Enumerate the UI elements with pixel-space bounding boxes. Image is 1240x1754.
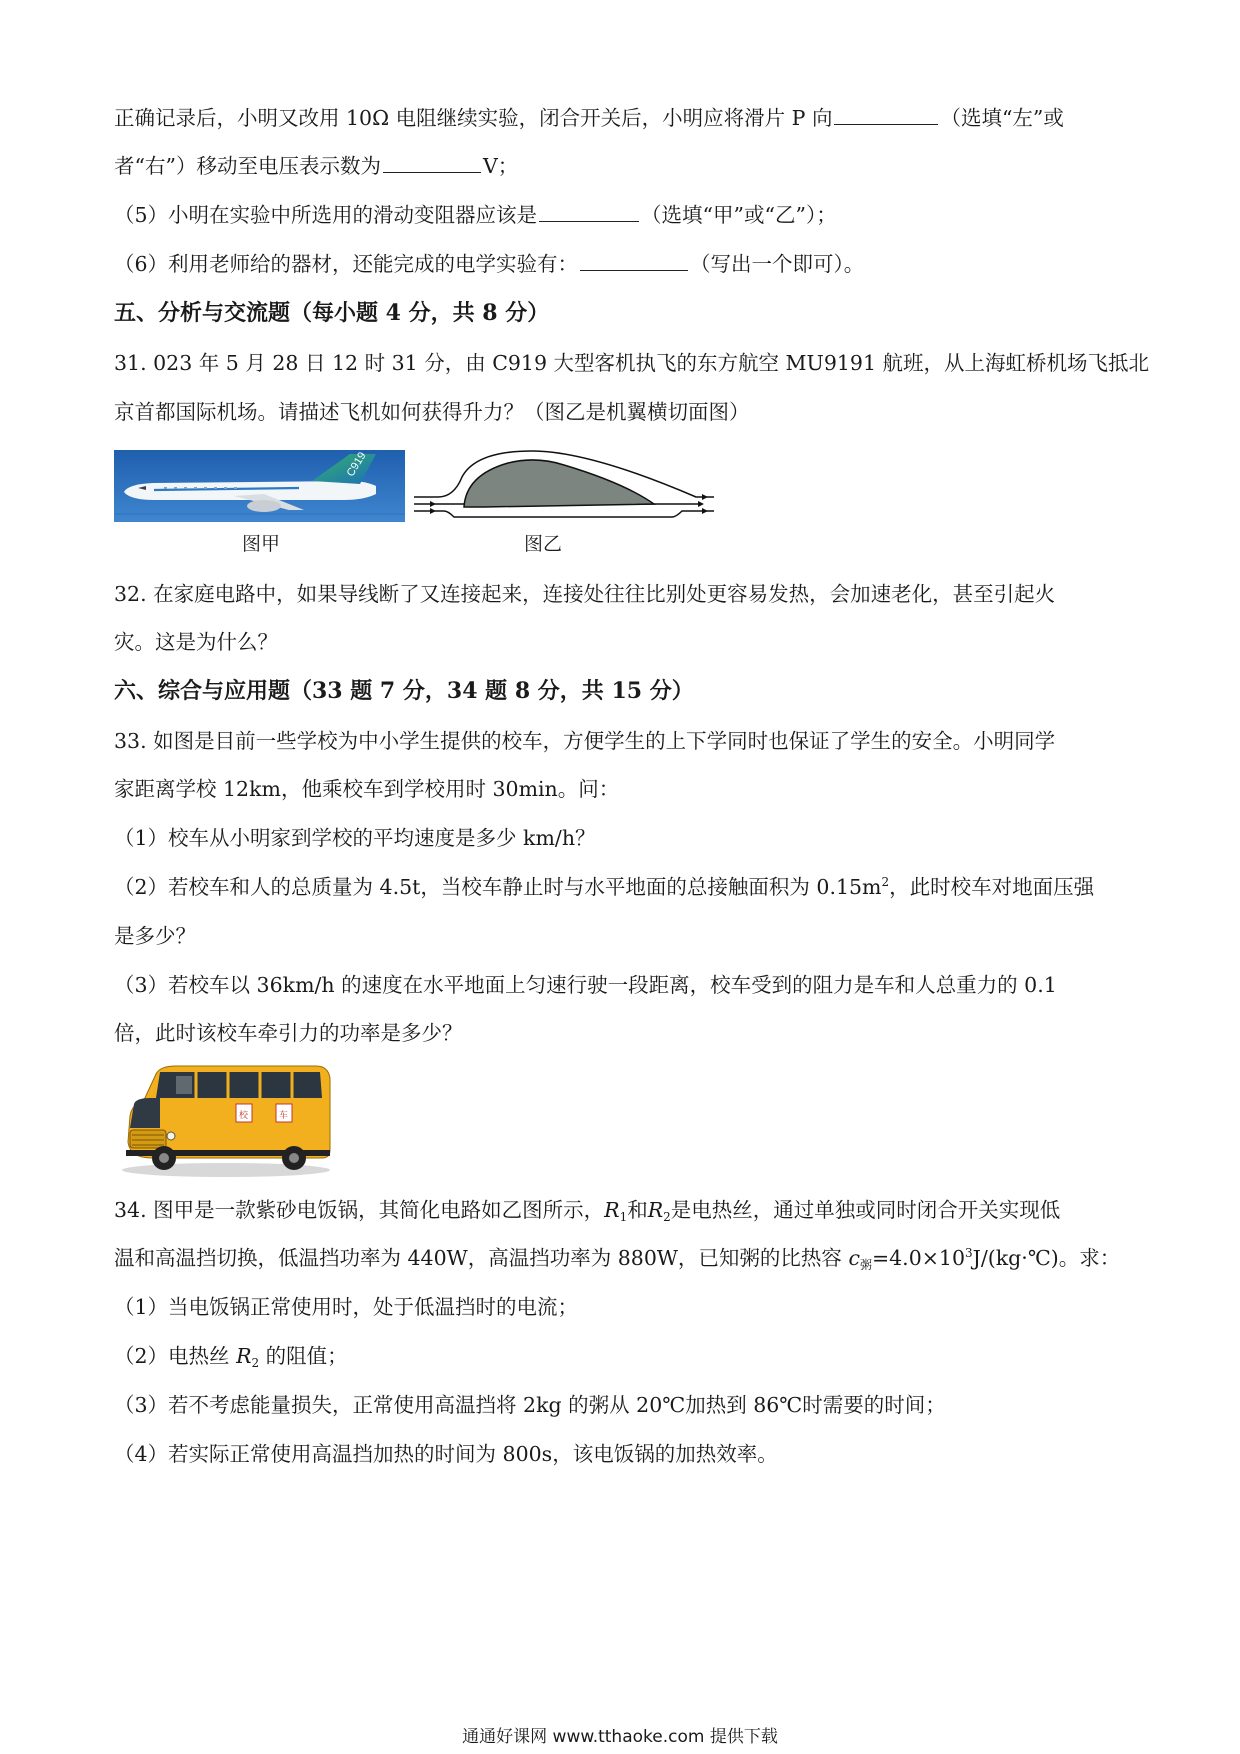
wing-cross-section-diagram — [414, 447, 716, 525]
page-footer: 通通好课网 www.tthaoke.com 提供下载 — [462, 1727, 778, 1747]
figure-b-caption: 图乙 — [524, 533, 563, 555]
q34-line-2: 温和高温挡切换，低温挡功率为 440W，高温挡功率为 880W，已知粥的比热容 $c_粥=4.0\times 10^3J/(kg\cdot℃)$。求： — [114, 1246, 1121, 1272]
q30-item-5: （5）小明在实验中所选用的滑动变阻器应该是 （选填“甲”或“乙”）； — [114, 203, 837, 227]
q30-line-1: 正确记录后，小明又改用 10Ω 电阻继续实验，闭合开关后，小明应将滑片 P 向 （选填“左”或 — [114, 106, 1064, 130]
q33-item-3-cont: 倍，此时该校车牵引力的功率是多少？ — [114, 1021, 463, 1045]
q33-item-1: （1）校车从小明家到学校的平均速度是多少 km/h？ — [114, 826, 596, 850]
q32-line-1: 32. 在家庭电路中，如果导线断了又连接起来，连接处往往比别处更容易发热，会加速老化，甚至引起火 — [114, 582, 1056, 606]
answer-blank-voltage[interactable] — [383, 152, 481, 173]
q33-item-3: （3）若校车以 36km/h 的速度在水平地面上匀速行驶一段距离，校车受到的阻力是车和人总重力的 0.1 — [114, 973, 1057, 997]
tail-logo-text: C919 — [344, 450, 369, 479]
answer-blank-direction[interactable] — [834, 104, 938, 125]
airplane-photo — [114, 450, 405, 522]
answer-blank-rheostat[interactable] — [539, 201, 639, 222]
school-bus-photo — [116, 1058, 336, 1180]
q30-line-2: 者“右”）移动至电压表示数为 V； — [114, 154, 519, 178]
q33-item-2-cont: 是多少？ — [114, 924, 196, 948]
q33-line-2: 家距离学校 12km，他乘校车到学校用时 30min。问： — [114, 777, 620, 801]
q30-item-6: （6）利用老师给的器材，还能完成的电学实验有： （写出一个即可）。 — [114, 252, 865, 276]
q31-line-1: 31. 023 年 5 月 28 日 12 时 31 分，由 C919 大型客机执飞的东方航空 MU9191 航班，从上海虹桥机场飞抵北 — [114, 351, 1150, 375]
q33-line-1: 33. 如图是目前一些学校为中小学生提供的校车，方便学生的上下学同时也保证了学生的安全。小明同学 — [114, 729, 1056, 753]
svg-text:车: 车 — [279, 1111, 289, 1121]
q33-item-2: （2）若校车和人的总质量为 4.5t，当校车静止时与水平地面的总接触面积为 $0.15m^2$，此时校车对地面压强 — [114, 875, 1095, 899]
q34-item-4: （4）若实际正常使用高温挡加热的时间为 800s，该电饭锅的加热效率。 — [114, 1442, 778, 1466]
answer-blank-experiment[interactable] — [580, 250, 688, 271]
q34-line-1: 34. 图甲是一款紫砂电饭锅，其简化电路如乙图所示，$R_1$和$R_2$是电热丝，通过单独或同时闭合开关实现低 — [114, 1198, 1061, 1224]
q32-line-2: 灾。这是为什么？ — [114, 630, 278, 654]
section-5-title: 五、分析与交流题（每小题 4 分，共 8 分） — [114, 300, 550, 326]
engine — [247, 500, 281, 512]
q34-item-2: （2）电热丝 $R_2$ 的阻值； — [114, 1344, 348, 1370]
q34-item-3: （3）若不考虑能量损失，正常使用高温挡将 2kg 的粥从 20℃加热到 86℃时需要的时间； — [114, 1393, 946, 1417]
figure-a-caption: 图甲 — [242, 533, 281, 555]
svg-text:校: 校 — [239, 1111, 249, 1121]
section-6-title: 六、综合与应用题（33 题 7 分，34 题 8 分，共 15 分） — [114, 678, 694, 704]
q31-line-2: 京首都国际机场。请描述飞机如何获得升力？（图乙是机翼横切面图） — [114, 400, 750, 424]
q34-item-1: （1）当电饭锅正常使用时，处于低温挡时的电流； — [114, 1295, 579, 1319]
airfoil — [464, 460, 654, 507]
